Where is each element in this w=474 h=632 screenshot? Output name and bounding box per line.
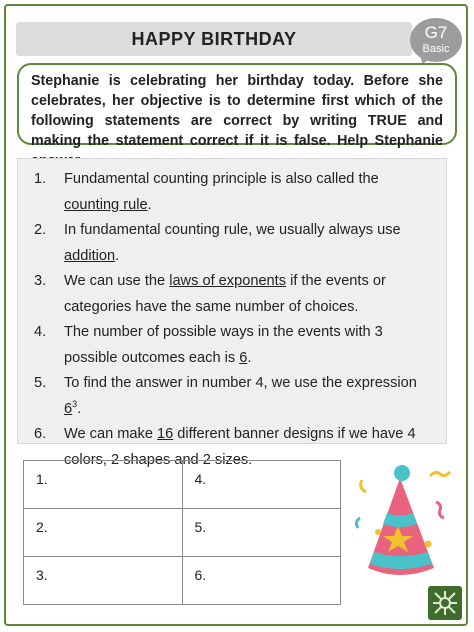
- statement-text-part: .: [77, 400, 82, 417]
- answer-label: 1.: [36, 471, 48, 487]
- answer-label: 4.: [194, 471, 207, 487]
- statement-item: [34, 269, 436, 320]
- answer-cell[interactable]: [182, 557, 341, 605]
- statement-item: [34, 218, 436, 269]
- answer-cell[interactable]: [24, 509, 183, 557]
- answer-label: 2.: [36, 519, 48, 535]
- instructions-text: Stephanie is celebrating her birthday today. Before she celebrates, her objective is to determine first which of the following statements are correct by writing TRUE and making the statement correct if it is false. Help Stephanie: [31, 73, 443, 149]
- confetti-icon: [436, 502, 444, 518]
- statement-number: 1.: [34, 171, 47, 187]
- statement-item: [34, 320, 436, 371]
- underlined-term: 6: [239, 349, 248, 366]
- statement-text-part: In fundamental counting rule, we usually always use: [64, 222, 401, 238]
- statement-number: 2.: [34, 222, 47, 238]
- statement-text-part: To find the answer in number 4, we use the expression: [64, 375, 417, 391]
- statement-text: [64, 371, 436, 422]
- statement-text: [64, 269, 436, 320]
- statement-text: [64, 320, 436, 371]
- underlined-term: counting rule: [64, 196, 148, 213]
- page-title: HAPPY BIRTHDAY: [131, 28, 297, 49]
- statement-number: 5.: [34, 375, 47, 391]
- statement-text-part: We can make: [64, 426, 158, 442]
- underlined-term: 6: [64, 400, 73, 417]
- underlined-term: 16: [157, 426, 174, 442]
- statement-text-part: .: [115, 247, 120, 264]
- logo-icon: [428, 586, 462, 620]
- statement-number: 6.: [34, 426, 47, 442]
- answer-row: [24, 557, 341, 605]
- answer-grid: [23, 460, 341, 605]
- confetti-icon: [356, 518, 360, 528]
- answer-row: [24, 509, 341, 557]
- instructions-box: [17, 63, 457, 149]
- statement-item: [34, 371, 436, 422]
- answer-row: [24, 461, 341, 509]
- statement-number: 4.: [34, 324, 47, 340]
- grade-tier: Basic: [422, 43, 450, 55]
- statement-number: 3.: [34, 273, 47, 289]
- answer-cell[interactable]: [24, 461, 183, 509]
- confetti-icon: [361, 480, 366, 492]
- statements-panel: [17, 158, 447, 468]
- statement-text-part: We can use the: [64, 273, 170, 289]
- statement-text-part: .: [147, 196, 152, 213]
- statement-text-part: The number of possible ways in the events with 3 possible outcomes each is: [64, 324, 383, 366]
- statement-text-part: .: [247, 349, 252, 366]
- exponent: 3: [72, 398, 78, 409]
- hat-pompom: [394, 465, 410, 481]
- dot-icon: [425, 541, 432, 548]
- answer-label: 5.: [194, 519, 207, 535]
- statement-text-part: different banner designs if we have 4 colors, 2 shapes and 2 sizes.: [64, 426, 416, 468]
- statement-text-part: Fundamental counting principle is also called the: [64, 171, 379, 187]
- answer-cell[interactable]: [182, 509, 341, 557]
- answer-cell[interactable]: [182, 461, 341, 509]
- statement-text: [64, 218, 436, 269]
- confetti-icon: [430, 472, 450, 476]
- statement-text: [64, 167, 436, 218]
- answer-label: 3.: [36, 567, 48, 583]
- statement-text-part: if the events or categories have the same number of choices.: [64, 273, 386, 315]
- underlined-term: addition: [64, 247, 116, 264]
- title-bar: [16, 22, 412, 56]
- grade-level: G7: [424, 23, 448, 42]
- grade-badge: [410, 18, 462, 62]
- party-hat-icon: [346, 456, 454, 588]
- answer-cell[interactable]: [24, 557, 183, 605]
- dot-icon: [375, 529, 381, 535]
- underlined-term: laws of exponents: [169, 273, 287, 289]
- answer-label: 6.: [194, 567, 207, 583]
- statement-item: [34, 167, 436, 218]
